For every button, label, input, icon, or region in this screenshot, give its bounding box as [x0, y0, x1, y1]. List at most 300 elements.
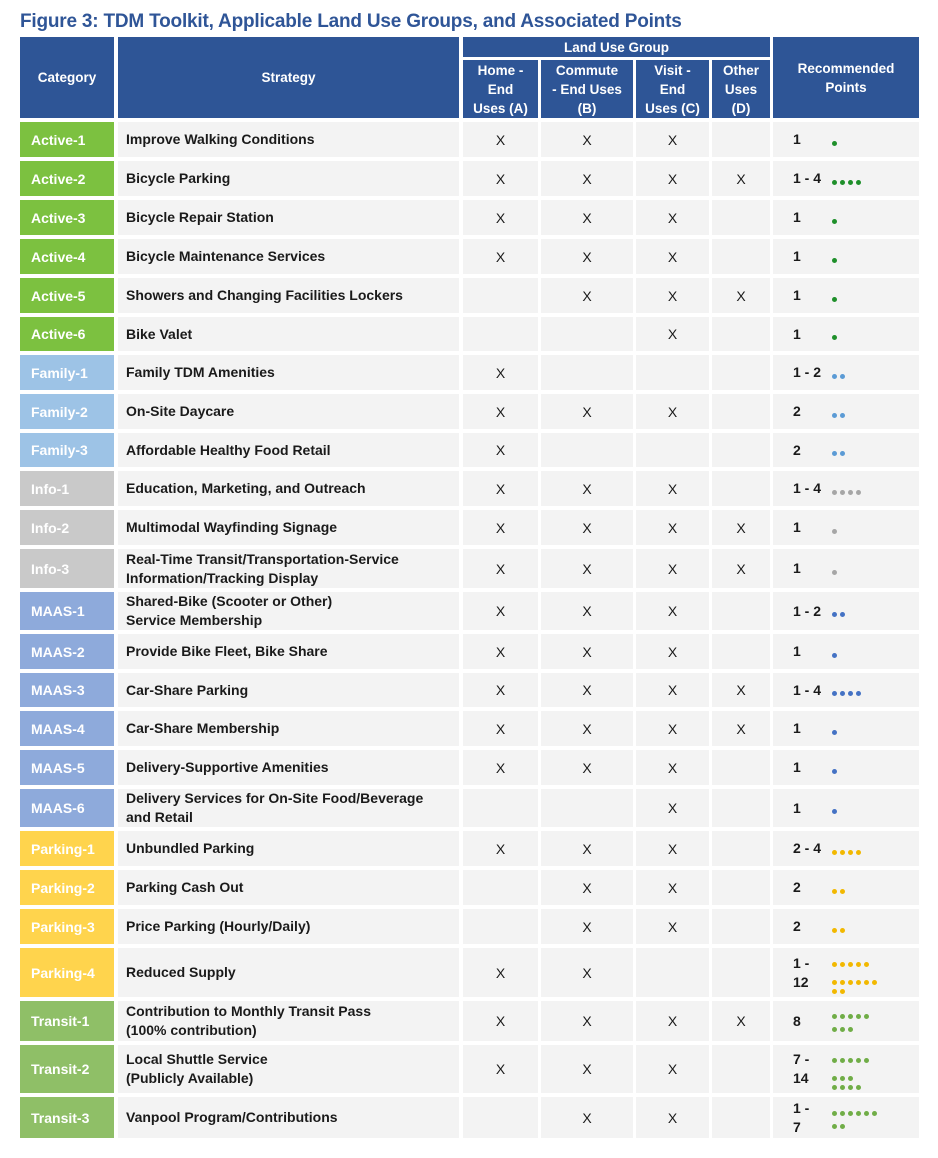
- land-use-b-cell: X: [541, 122, 633, 157]
- point-dot: [840, 1027, 845, 1032]
- header-points: [773, 37, 919, 118]
- point-dot: [832, 730, 837, 735]
- land-use-a-cell: X: [463, 239, 538, 274]
- points-line: 1: [793, 759, 801, 775]
- strategy-line: Information/Tracking Display: [126, 569, 319, 586]
- category-cell: MAAS-6: [20, 789, 114, 827]
- land-use-d-cell: [712, 394, 770, 429]
- land-use-c-cell: X: [636, 909, 709, 944]
- land-use-c-cell: X: [636, 200, 709, 235]
- point-dot: [856, 1058, 861, 1063]
- land-use-a-cell: X: [463, 471, 538, 506]
- land-use-b-cell: X: [541, 673, 633, 707]
- land-use-a-cell: X: [463, 394, 538, 429]
- points-line: 2: [793, 879, 801, 895]
- point-dot: [848, 691, 853, 696]
- point-dot: [848, 850, 853, 855]
- point-dot: [864, 980, 869, 985]
- land-use-c-cell: X: [636, 711, 709, 746]
- point-dot: [848, 1027, 853, 1032]
- point-dot: [832, 962, 837, 967]
- category-cell: Family-2: [20, 394, 114, 429]
- strategy-cell: [118, 831, 459, 866]
- points-line: 1 -: [793, 1099, 810, 1116]
- land-use-d-cell: [712, 122, 770, 157]
- header-col-c: [636, 60, 709, 118]
- category-cell: Family-1: [20, 355, 114, 390]
- point-dot: [856, 1085, 861, 1090]
- strategy-line: Delivery-Supportive Amenities: [126, 759, 329, 775]
- land-use-a-cell: X: [463, 711, 538, 746]
- points-cell: [773, 831, 919, 866]
- points-line: 7: [793, 1118, 801, 1135]
- points-cell: [773, 750, 919, 785]
- points-cell: [773, 909, 919, 944]
- header-land-use-group-label: Land Use Group: [563, 39, 669, 55]
- category-cell: Active-4: [20, 239, 114, 274]
- land-use-c-cell: X: [636, 673, 709, 707]
- land-use-b-cell: X: [541, 634, 633, 669]
- category-cell: Transit-1: [20, 1001, 114, 1041]
- strategy-text: [126, 325, 192, 344]
- land-use-b-cell: X: [541, 471, 633, 506]
- points-cell: [773, 948, 919, 997]
- land-use-b-cell: X: [541, 549, 633, 588]
- strategy-line: Multimodal Wayfinding Signage: [126, 519, 338, 535]
- category-cell: Active-2: [20, 161, 114, 196]
- strategy-text: [126, 963, 236, 982]
- points-line: 1 - 4: [793, 681, 822, 698]
- points-line: 1 - 2: [793, 602, 822, 619]
- category-cell: MAAS-4: [20, 711, 114, 746]
- category-cell: MAAS-2: [20, 634, 114, 669]
- strategy-cell: [118, 592, 459, 630]
- strategy-line: Price Parking (Hourly/Daily): [126, 918, 311, 934]
- strategy-cell: [118, 1001, 459, 1041]
- land-use-a-cell: X: [463, 122, 538, 157]
- category-cell: MAAS-5: [20, 750, 114, 785]
- points-line: 2: [793, 918, 801, 934]
- strategy-text: [126, 878, 243, 897]
- land-use-b-cell: X: [541, 394, 633, 429]
- point-dot: [832, 451, 837, 456]
- point-dot: [848, 490, 853, 495]
- header-col-c-line-1: Visit -: [654, 62, 691, 78]
- land-use-c-cell: X: [636, 870, 709, 905]
- header-col-b-line-2: - End Uses: [552, 81, 622, 97]
- points-cell: [773, 789, 919, 827]
- point-dot: [840, 180, 845, 185]
- land-use-d-cell: X: [712, 549, 770, 588]
- points-text: [793, 1099, 809, 1137]
- point-dot: [872, 980, 877, 985]
- land-use-a-cell: X: [463, 750, 538, 785]
- header-points-line-2: Points: [825, 79, 867, 95]
- strategy-line: and Retail: [126, 809, 193, 825]
- point-dot: [856, 691, 861, 696]
- land-use-d-cell: X: [712, 711, 770, 746]
- header-col-d: [712, 60, 770, 118]
- point-dot: [840, 980, 845, 985]
- strategy-cell: [118, 200, 459, 235]
- category-cell: Active-6: [20, 317, 114, 351]
- land-use-a-cell: X: [463, 510, 538, 545]
- land-use-c-cell: X: [636, 278, 709, 313]
- strategy-text: [126, 592, 332, 630]
- points-line: 2: [793, 403, 801, 419]
- land-use-d-cell: [712, 471, 770, 506]
- land-use-d-cell: X: [712, 278, 770, 313]
- points-cell: [773, 1045, 919, 1093]
- strategy-cell: [118, 1097, 459, 1138]
- strategy-line: On-Site Daycare: [126, 403, 235, 419]
- points-cell: [773, 549, 919, 588]
- land-use-a-cell: X: [463, 1045, 538, 1093]
- strategy-text: [126, 208, 274, 227]
- category-cell: Parking-2: [20, 870, 114, 905]
- point-dot: [832, 691, 837, 696]
- point-dot: [832, 1058, 837, 1063]
- land-use-d-cell: X: [712, 673, 770, 707]
- points-text: [793, 799, 801, 818]
- point-dot: [832, 1124, 837, 1129]
- points-cell: [773, 634, 919, 669]
- strategy-cell: [118, 433, 459, 467]
- points-line: 2 - 4: [793, 840, 822, 856]
- point-dot: [848, 1014, 853, 1019]
- category-cell: MAAS-3: [20, 673, 114, 707]
- points-cell: [773, 278, 919, 313]
- points-line: 1 - 2: [793, 364, 822, 380]
- land-use-c-cell: X: [636, 317, 709, 351]
- point-dot: [864, 962, 869, 967]
- points-line: 14: [793, 1070, 809, 1086]
- header-col-d-line-1: Other: [722, 62, 759, 78]
- points-text: [793, 719, 801, 738]
- header-category: [20, 37, 114, 118]
- points-cell: [773, 122, 919, 157]
- category-cell: Parking-1: [20, 831, 114, 866]
- land-use-c-cell: X: [636, 122, 709, 157]
- points-cell: [773, 239, 919, 274]
- points-line: 1: [793, 560, 801, 576]
- strategy-text: [126, 169, 230, 188]
- land-use-b-cell: X: [541, 592, 633, 630]
- point-dot: [832, 1076, 837, 1081]
- point-dot: [832, 570, 837, 575]
- land-use-b-cell: X: [541, 239, 633, 274]
- strategy-cell: [118, 510, 459, 545]
- strategy-text: [126, 719, 279, 738]
- point-dot: [832, 297, 837, 302]
- point-dot: [840, 1076, 845, 1081]
- point-dot: [840, 1111, 845, 1116]
- header-category-label: Category: [37, 70, 97, 85]
- point-dot: [848, 1085, 853, 1090]
- points-cell: [773, 161, 919, 196]
- strategy-text: [126, 681, 248, 700]
- point-dot: [840, 490, 845, 495]
- point-dot: [856, 1014, 861, 1019]
- point-dot: [832, 1111, 837, 1116]
- land-use-b-cell: X: [541, 831, 633, 866]
- points-text: [793, 839, 821, 858]
- point-dot: [832, 219, 837, 224]
- strategy-cell: [118, 471, 459, 506]
- point-dot: [856, 962, 861, 967]
- land-use-c-cell: X: [636, 1097, 709, 1138]
- header-col-d-line-2: Uses: [724, 81, 758, 97]
- point-dot: [840, 1014, 845, 1019]
- point-dot: [832, 653, 837, 658]
- points-cell: [773, 1001, 919, 1041]
- strategy-line: Education, Marketing, and Outreach: [126, 480, 366, 496]
- header-col-a-line-2: End: [487, 81, 514, 97]
- point-dot: [840, 928, 845, 933]
- point-dot: [840, 374, 845, 379]
- strategy-line: Delivery Services for On-Site Food/Beverage: [126, 790, 424, 806]
- land-use-b-cell: X: [541, 1097, 633, 1138]
- strategy-line: Car-Share Membership: [126, 720, 280, 736]
- strategy-line: Vanpool Program/Contributions: [126, 1109, 338, 1125]
- point-dot: [840, 1058, 845, 1063]
- land-use-d-cell: [712, 200, 770, 235]
- strategy-line: Family TDM Amenities: [126, 364, 275, 380]
- category-cell: Transit-3: [20, 1097, 114, 1138]
- strategy-line: Bike Valet: [126, 325, 193, 342]
- point-dot: [840, 889, 845, 894]
- land-use-a-cell: X: [463, 433, 538, 467]
- strategy-text: [126, 642, 328, 661]
- point-dot: [832, 374, 837, 379]
- points-text: [793, 325, 801, 344]
- land-use-b-cell: X: [541, 948, 633, 997]
- points-line: 12: [793, 973, 809, 990]
- land-use-a-cell: [463, 317, 538, 351]
- strategy-cell: [118, 634, 459, 669]
- point-dot: [856, 1111, 861, 1116]
- strategy-cell: [118, 711, 459, 746]
- header-col-b-line-1: Commute: [555, 62, 619, 78]
- points-line: 1: [793, 209, 801, 225]
- strategy-line: Shared-Bike (Scooter or Other): [126, 593, 333, 609]
- strategy-cell: [118, 789, 459, 827]
- header-col-c-line-3: Uses (C): [645, 100, 700, 116]
- point-dot: [832, 850, 837, 855]
- header-strategy: [118, 37, 459, 118]
- land-use-d-cell: [712, 317, 770, 351]
- strategy-line: Bicycle Parking: [126, 170, 231, 186]
- points-line: 2: [793, 441, 801, 458]
- points-text: [793, 247, 801, 266]
- land-use-b-cell: X: [541, 200, 633, 235]
- strategy-cell: [118, 278, 459, 313]
- strategy-line: Contribution to Monthly Transit Pass: [126, 1003, 371, 1019]
- strategy-text: [126, 402, 234, 421]
- point-dot: [832, 928, 837, 933]
- strategy-text: [126, 247, 325, 266]
- point-dot: [864, 1058, 869, 1063]
- point-dot: [848, 1058, 853, 1063]
- strategy-text: [126, 1002, 371, 1040]
- points-cell: [773, 673, 919, 707]
- points-line: 1 -: [793, 954, 810, 971]
- points-text: [793, 169, 821, 188]
- land-use-a-cell: X: [463, 831, 538, 866]
- point-dot: [872, 1111, 877, 1116]
- strategy-text: [126, 363, 275, 382]
- land-use-a-cell: X: [463, 161, 538, 196]
- land-use-b-cell: X: [541, 510, 633, 545]
- header-col-a-line-1: Home -: [477, 62, 524, 78]
- strategy-line: Improve Walking Conditions: [126, 131, 315, 147]
- point-dot: [840, 691, 845, 696]
- header-land-use-group: [463, 37, 770, 57]
- points-cell: [773, 510, 919, 545]
- points-text: [793, 363, 821, 382]
- point-dot: [840, 1124, 845, 1129]
- points-text: [793, 681, 821, 700]
- point-dot: [848, 1111, 853, 1116]
- land-use-d-cell: X: [712, 1001, 770, 1041]
- strategy-line: Provide Bike Fleet, Bike Share: [126, 643, 328, 659]
- strategy-line: Showers and Changing Facilities Lockers: [126, 287, 403, 303]
- points-line: 1: [793, 131, 801, 147]
- header-col-b-line-3: (B): [577, 100, 597, 116]
- points-line: 1: [793, 799, 801, 816]
- points-cell: [773, 200, 919, 235]
- land-use-d-cell: X: [712, 161, 770, 196]
- land-use-a-cell: [463, 909, 538, 944]
- land-use-d-cell: [712, 948, 770, 997]
- header-col-d-line-3: (D): [731, 100, 751, 116]
- land-use-b-cell: X: [541, 1001, 633, 1041]
- point-dot: [832, 989, 837, 994]
- figure-title: Figure 3: TDM Toolkit, Applicable Land Use Groups, and Associated Points: [20, 11, 682, 32]
- point-dot: [840, 1085, 845, 1090]
- strategy-text: [126, 789, 423, 827]
- strategy-text: [126, 1050, 268, 1088]
- header-strategy-label: Strategy: [261, 70, 316, 85]
- land-use-b-cell: X: [541, 870, 633, 905]
- strategy-line: Bicycle Maintenance Services: [126, 248, 326, 264]
- category-cell: Info-2: [20, 510, 114, 545]
- points-text: [793, 758, 801, 777]
- strategy-cell: [118, 394, 459, 429]
- point-dot: [832, 529, 837, 534]
- header-col-b: [541, 60, 633, 118]
- point-dot: [840, 612, 845, 617]
- land-use-c-cell: X: [636, 161, 709, 196]
- points-text: [793, 954, 809, 992]
- land-use-a-cell: [463, 1097, 538, 1138]
- strategy-text: [126, 441, 331, 460]
- header-col-a: [463, 60, 538, 118]
- category-cell: Parking-3: [20, 909, 114, 944]
- point-dot: [832, 1014, 837, 1019]
- strategy-line: Car-Share Parking: [126, 681, 249, 698]
- land-use-c-cell: X: [636, 394, 709, 429]
- strategy-cell: [118, 122, 459, 157]
- points-line: 1: [793, 720, 801, 736]
- point-dot: [832, 1027, 837, 1032]
- land-use-a-cell: [463, 278, 538, 313]
- land-use-b-cell: [541, 317, 633, 351]
- point-dot: [864, 1111, 869, 1116]
- land-use-d-cell: [712, 870, 770, 905]
- strategy-cell: [118, 355, 459, 390]
- strategy-cell: [118, 239, 459, 274]
- category-cell: Active-5: [20, 278, 114, 313]
- category-cell: Parking-4: [20, 948, 114, 997]
- strategy-text: [126, 550, 399, 588]
- strategy-text: [126, 1108, 338, 1127]
- strategy-cell: [118, 317, 459, 351]
- header-col-a-line-3: Uses (A): [473, 100, 528, 116]
- land-use-c-cell: [636, 948, 709, 997]
- point-dot: [848, 180, 853, 185]
- points-line: 1: [793, 248, 801, 264]
- land-use-a-cell: X: [463, 592, 538, 630]
- land-use-d-cell: [712, 789, 770, 827]
- points-text: [793, 642, 801, 661]
- point-dot: [832, 180, 837, 185]
- land-use-a-cell: X: [463, 355, 538, 390]
- strategy-text: [126, 286, 403, 305]
- land-use-d-cell: [712, 592, 770, 630]
- point-dot: [856, 850, 861, 855]
- point-dot: [840, 413, 845, 418]
- point-dot: [832, 413, 837, 418]
- points-text: [793, 130, 801, 149]
- strategy-cell: [118, 1045, 459, 1093]
- point-dot: [832, 889, 837, 894]
- land-use-d-cell: [712, 1097, 770, 1138]
- points-cell: [773, 317, 919, 351]
- point-dot: [832, 980, 837, 985]
- points-text: [793, 878, 801, 897]
- strategy-cell: [118, 750, 459, 785]
- land-use-b-cell: X: [541, 750, 633, 785]
- strategy-cell: [118, 673, 459, 707]
- land-use-d-cell: [712, 831, 770, 866]
- land-use-d-cell: [712, 1045, 770, 1093]
- points-text: [793, 208, 801, 227]
- strategy-line: Unbundled Parking: [126, 840, 255, 856]
- points-line: 1: [793, 643, 801, 659]
- points-text: [793, 286, 801, 305]
- points-text: [793, 1012, 801, 1031]
- land-use-b-cell: X: [541, 909, 633, 944]
- land-use-a-cell: X: [463, 200, 538, 235]
- point-dot: [832, 612, 837, 617]
- point-dot: [832, 1085, 837, 1090]
- strategy-text: [126, 839, 254, 858]
- points-text: [793, 441, 801, 460]
- strategy-text: [126, 917, 310, 936]
- land-use-b-cell: X: [541, 711, 633, 746]
- points-line: 8: [793, 1012, 801, 1029]
- points-cell: [773, 870, 919, 905]
- strategy-line: Reduced Supply: [126, 964, 236, 980]
- land-use-d-cell: X: [712, 510, 770, 545]
- points-text: [793, 602, 821, 621]
- category-cell: Info-1: [20, 471, 114, 506]
- strategy-text: [126, 130, 315, 149]
- land-use-c-cell: X: [636, 471, 709, 506]
- header-points-line-1: Recommended: [797, 60, 895, 76]
- land-use-b-cell: [541, 789, 633, 827]
